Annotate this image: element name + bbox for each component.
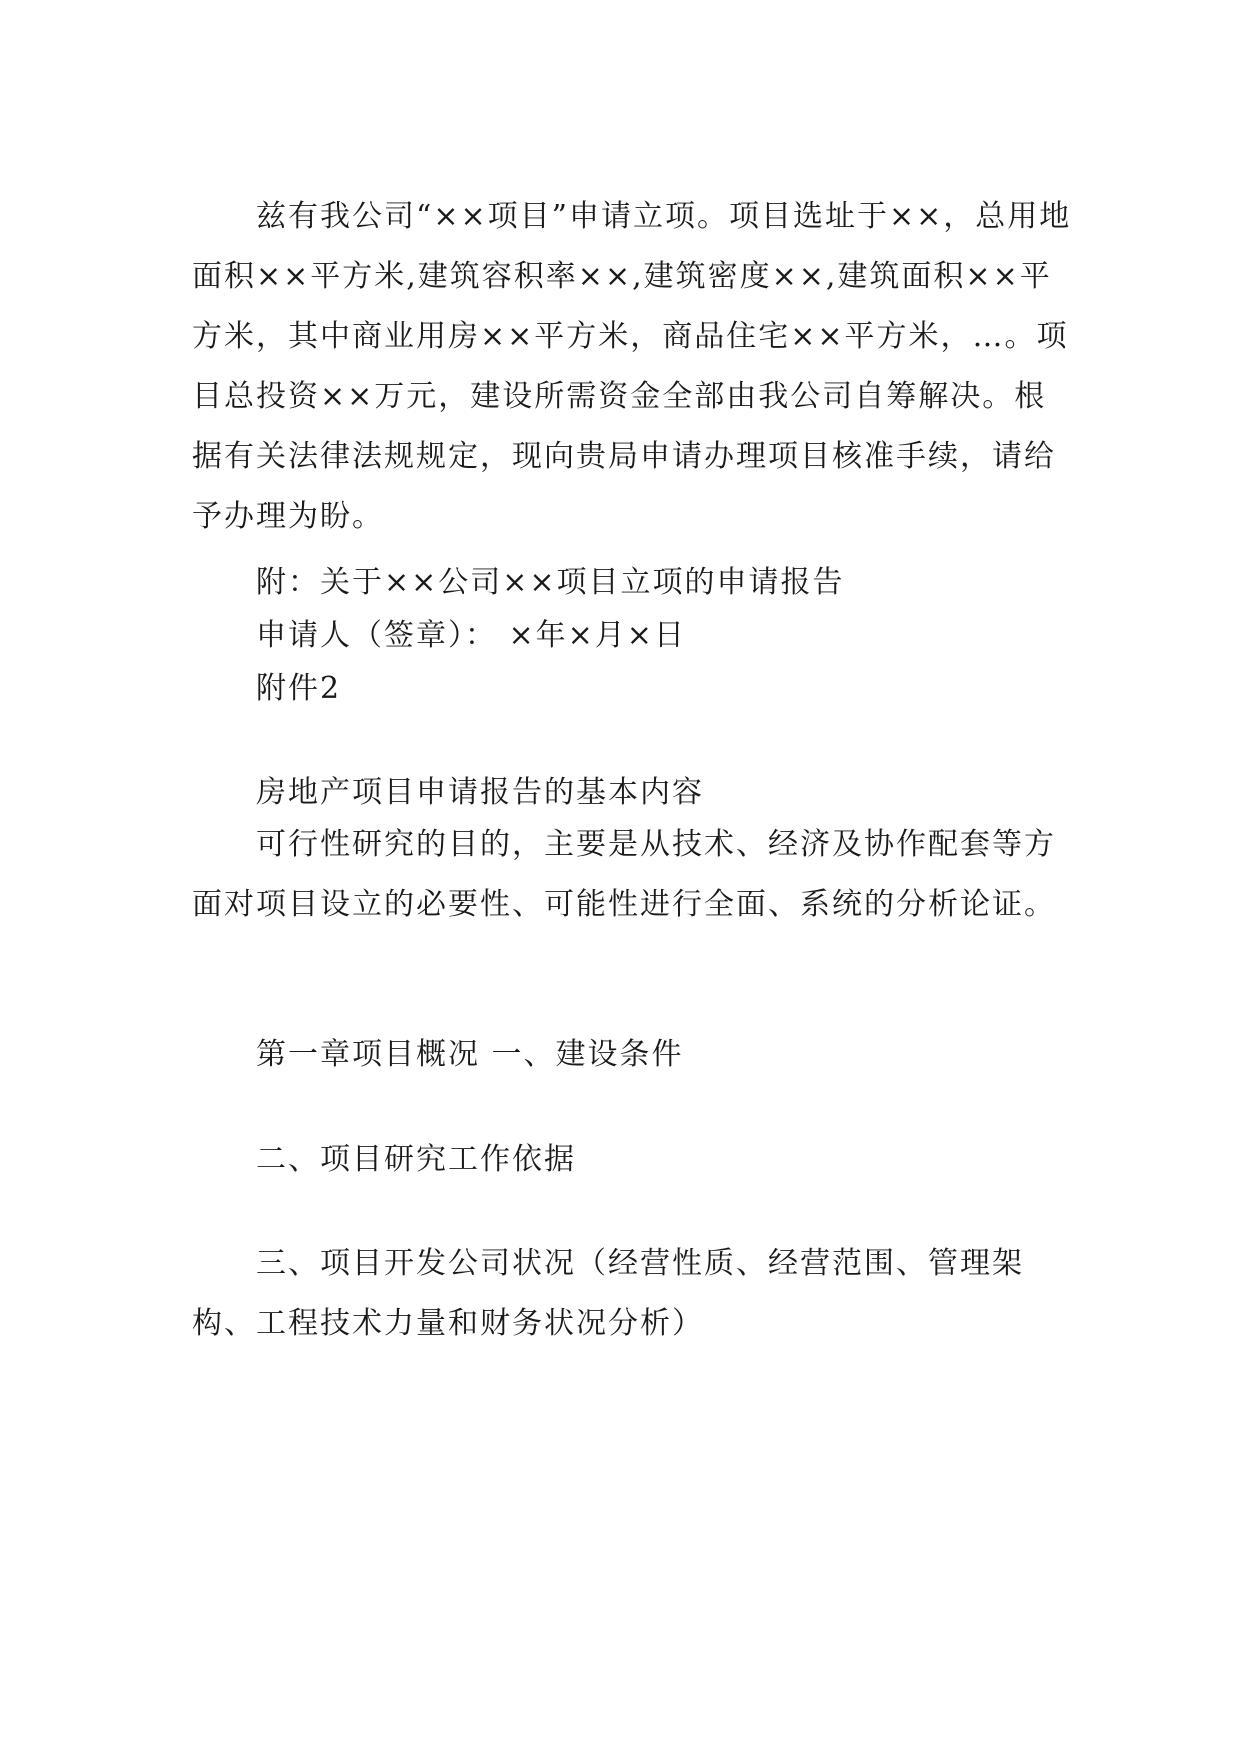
application-paragraph: 兹有我公司“××项目”申请立项。项目选址于××，总用地面积××平方米,建筑容积率××,建筑密度××,建筑面积××平方米，其中商业用房××平方米，商品住宅××平方米，…。项目总投资××万元，建设所需资金全部由我公司自筹解决。根据有关法律法规规定，现向贵局申请办理项目核准手续，请给予办理为盼。 bbox=[192, 199, 1072, 534]
feasibility-paragraph: 可行性研究的目的，主要是从技术、经济及协作配套等方面对项目设立的必要性、可能性进行全面、系统的分析论证。 bbox=[192, 827, 1056, 922]
item-three-paragraph: 三、项目开发公司状况（经营性质、经营范围、管理架构、工程技术力量和财务状况分析） bbox=[192, 1246, 1024, 1341]
applicant-signature-line: 申请人（签章）： ×年×月×日 bbox=[256, 618, 686, 653]
attachment-line: 附：关于××公司××项目立项的申请报告 bbox=[256, 565, 845, 600]
section-title: 房地产项目申请报告的基本内容 bbox=[256, 775, 704, 810]
item-two-heading: 二、项目研究工作依据 bbox=[256, 1142, 576, 1177]
chapter-one-heading: 第一章项目概况 一、建设条件 bbox=[256, 1037, 684, 1072]
annex-label: 附件2 bbox=[256, 671, 342, 706]
